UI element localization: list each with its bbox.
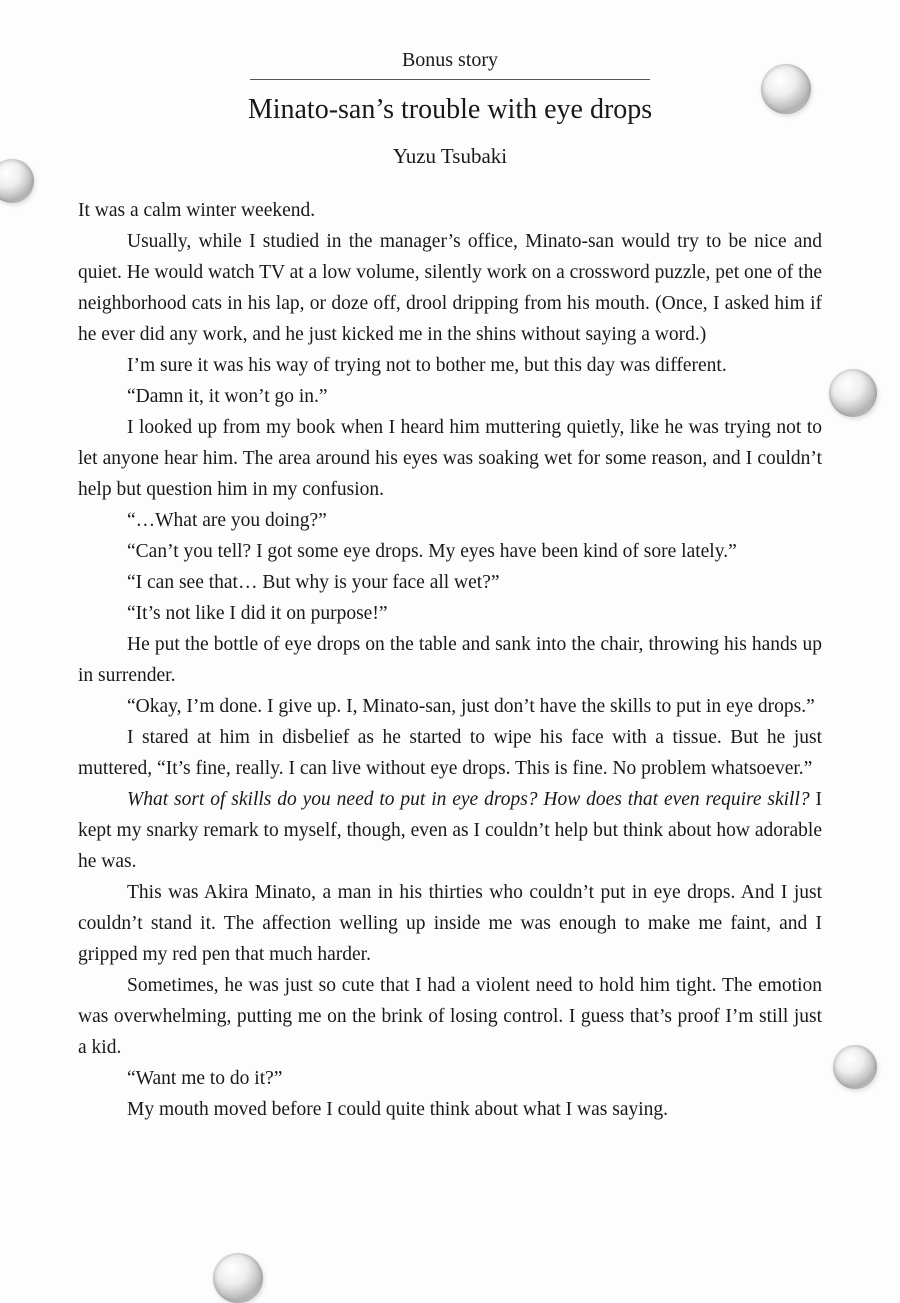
paragraph: “I can see that… But why is your face all wet?” (127, 572, 500, 593)
italic-inner-monologue: What sort of skills do you need to put in eye drops? How does that even require skill? (127, 789, 810, 810)
paragraph-continuation: I kept my snarky remark to myself, though, even as I couldn’t help but think about how adorable he was. (78, 789, 822, 872)
water-droplet (761, 64, 811, 114)
water-droplet (833, 1045, 877, 1089)
section-label: Bonus story (401, 49, 499, 71)
paragraph: Usually, while I studied in the manager’s office, Minato-san would try to be nice and quiet. He would watch TV at a low volume, silently work on a crossword puzzle, pet one of the neighborhood cats in his lap, or doze off, drool dripping from his mouth. (Once, I asked him if he ever did any work, and he just kicked me in the shins without saying a word.) (78, 231, 822, 345)
story-body (78, 195, 822, 1125)
header-rule (250, 79, 650, 80)
page-header (78, 48, 822, 169)
paragraph: I’m sure it was his way of trying not to bother me, but this day was different. (127, 355, 727, 376)
water-droplet (213, 1253, 263, 1303)
water-droplet (0, 159, 34, 203)
paragraph: I stared at him in disbelief as he started to wipe his face with a tissue. But he just muttered, “It’s fine, really. I can live without eye drops. This is fine. No problem whatsoever.” (78, 727, 822, 779)
paragraph: “Can’t you tell? I got some eye drops. My eyes have been kind of sore lately.” (127, 541, 737, 562)
paragraph: “…What are you doing?” (127, 510, 327, 531)
paragraph: This was Akira Minato, a man in his thirties who couldn’t put in eye drops. And I just couldn’t stand it. The affection welling up inside me was enough to make me faint, and I gripped my red pen that much harder. (78, 882, 822, 965)
paragraph: Sometimes, he was just so cute that I had a violent need to hold him tight. The emotion was overwhelming, putting me on the brink of losing control. I guess that’s proof I’m still just a kid. (78, 975, 822, 1058)
water-droplet (829, 369, 877, 417)
paragraph: It was a calm winter weekend. (78, 200, 316, 221)
paragraph: My mouth moved before I could quite think about what I was saying. (127, 1099, 669, 1120)
paragraph: “Want me to do it?” (127, 1068, 283, 1089)
paragraph: “It’s not like I did it on purpose!” (127, 603, 388, 624)
author-name: Yuzu Tsubaki (392, 144, 508, 168)
paragraph: “Okay, I’m done. I give up. I, Minato-san, just don’t have the skills to put in eye drops.” (127, 696, 815, 717)
paragraph: I looked up from my book when I heard him muttering quietly, like he was trying not to let anyone hear him. The area around his eyes was soaking wet for some reason, and I couldn’t help but question him in my confusion. (78, 417, 822, 500)
paragraph: He put the bottle of eye drops on the table and sank into the chair, throwing his hands up in surrender. (78, 634, 822, 686)
paragraph (78, 784, 822, 877)
paragraph: “Damn it, it won’t go in.” (127, 386, 328, 407)
story-title: Minato-san’s trouble with eye drops (247, 94, 653, 125)
